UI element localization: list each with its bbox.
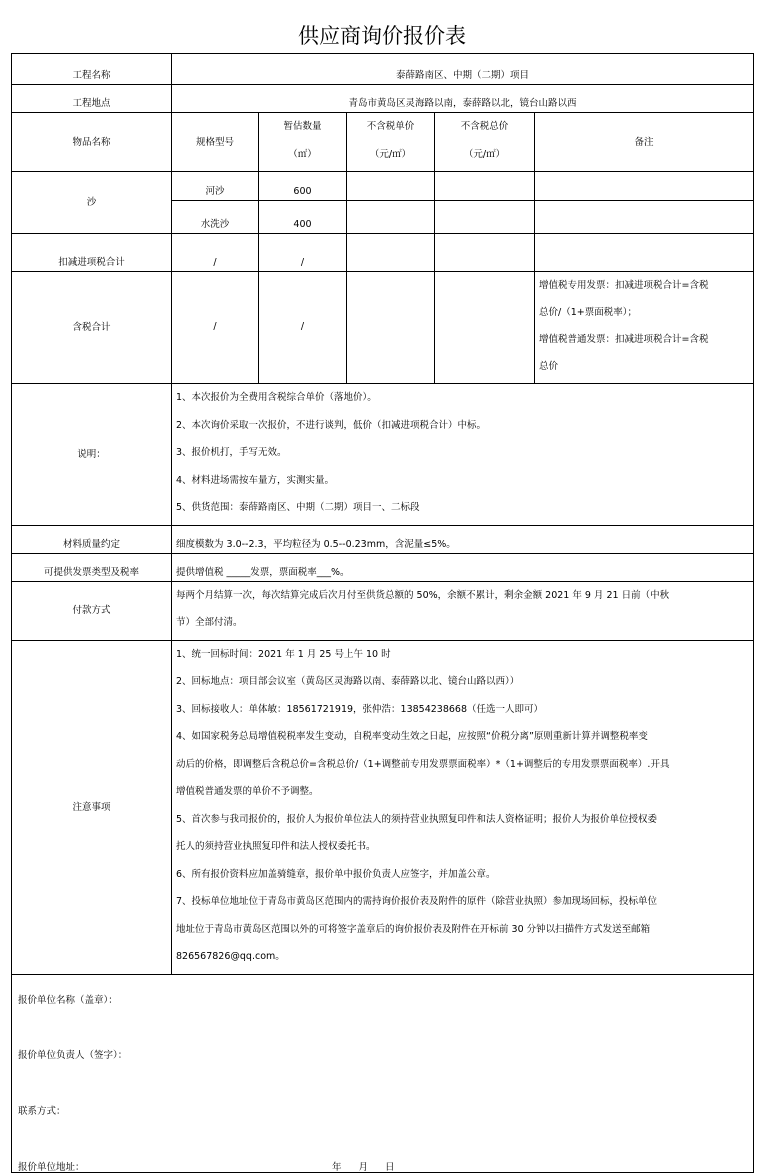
page-title: 供应商询价报价表 bbox=[298, 24, 466, 48]
quality-value: 细度模数为 3.0--2.3，平均粒径为 0.5--0.23mm，含泥量≤5%。 bbox=[172, 525, 754, 553]
payment-label: 付款方式 bbox=[12, 581, 172, 640]
project-name-label: 工程名称 bbox=[12, 54, 172, 85]
notes-content: 1、本次报价为全费用含税综合单价（落地价）。 2、本次询价采取一次报价，不进行谈判，低价（扣减进项税合计）中标。 3、报价机打，手写无效。 4、材料进场需按车量方，实测实量。 5、供货范围：泰薛路南区、中期（二期）项目一、二标段 bbox=[172, 384, 754, 526]
signoff-section bbox=[12, 974, 754, 1172]
tax-total-spec: / bbox=[172, 272, 259, 384]
company-name-field[interactable]: 报价单位名称（盖章）： bbox=[18, 994, 118, 1006]
project-site-label: 工程地点 bbox=[12, 85, 172, 113]
remark-cell[interactable] bbox=[535, 201, 754, 234]
person-signature-field[interactable]: 报价单位负责人（签字）： bbox=[18, 1049, 128, 1061]
date-field[interactable]: 年 月 日 bbox=[332, 1161, 395, 1172]
contact-field[interactable]: 联系方式： bbox=[18, 1105, 66, 1117]
project-site-value: 青岛市黄岛区灵海路以南，泰薛路以北，镜台山路以西 bbox=[172, 85, 754, 113]
deduct-qty: / bbox=[259, 234, 347, 272]
tax-total-unit-price[interactable] bbox=[347, 272, 435, 384]
item-name: 沙 bbox=[12, 172, 172, 234]
total-cell[interactable] bbox=[435, 201, 535, 234]
tax-total-total[interactable] bbox=[435, 272, 535, 384]
unit-price-cell[interactable] bbox=[347, 172, 435, 201]
header-total: 不含税总价 （元/㎡） bbox=[435, 113, 535, 172]
attention-content: 1、统一回标时间：2021 年 1 月 25 号上午 10 时 2、回标地点：项目部会议室（黄岛区灵海路以南、泰薛路以北、镜台山路以西）） 3、回标接收人：单体敏：18561721919，张仲浩：13854238668（任选一人即可） 4、如国家税务总局增值税税率发生变动，自税率变动生效之日起，应按照“价税分离”原则重新计算并调整税率变 动后的价格，即调整后含税总价=含税总价/（1+调整前专用发票票面税率）*（1+调整后的专用发票票面税率）.开具 增值税普通发票的单价不予调整。 5、首次参与我司报价的，报价人为报价单位法人的须持营业执照复印件和法人资格证明；报价人为报价单位授权委 托人的须持营业执照复印件和法人授权委托书。 6、所有报价资料应加盖骑缝章，报价单中报价负责人应签字，并加盖公章。 7、投标单位地址位于青岛市黄岛区范围内的需持询价报价表及附件的原件（除营业执照）参加现场回标，投标单位 地址位于青岛市黄岛区范围以外的可将签字盖章后的询价报价表及附件在开标前 30 分钟以扫描件方式发送至邮箱 826567826@qq.com。 bbox=[172, 640, 754, 974]
remark-cell[interactable] bbox=[535, 172, 754, 201]
tax-total-label: 含税合计 bbox=[12, 272, 172, 384]
spec-cell: 水洗沙 bbox=[172, 201, 259, 234]
quality-label: 材料质量约定 bbox=[12, 525, 172, 553]
deduct-unit-price[interactable] bbox=[347, 234, 435, 272]
quote-table bbox=[11, 53, 754, 1173]
table-row bbox=[12, 172, 754, 201]
deduct-spec: / bbox=[172, 234, 259, 272]
header-remark: 备注 bbox=[535, 113, 754, 172]
tax-total-remark: 增值税专用发票：扣减进项税合计=含税 总价/（1+票面税率）； 增值税普通发票：扣减进项税合计=含税 总价 bbox=[535, 272, 754, 384]
payment-value: 每两个月结算一次，每次结算完成后次月付至供货总额的 50%，余额不累计，剩余金额 2021 年 9 月 21 日前（中秋 节）全部付清。 bbox=[172, 581, 754, 640]
address-field[interactable]: 报价单位地址： bbox=[18, 1161, 85, 1172]
total-cell[interactable] bbox=[435, 172, 535, 201]
qty-cell: 400 bbox=[259, 201, 347, 234]
header-qty: 暂估数量 （㎡） bbox=[259, 113, 347, 172]
invoice-value[interactable]: 提供增值税 _____发票，票面税率___%。 bbox=[172, 553, 754, 581]
spec-cell: 河沙 bbox=[172, 172, 259, 201]
deduct-remark[interactable] bbox=[535, 234, 754, 272]
header-unit-price: 不含税单价 （元/㎡） bbox=[347, 113, 435, 172]
attention-label: 注意事项 bbox=[12, 640, 172, 974]
unit-price-cell[interactable] bbox=[347, 201, 435, 234]
project-name-value: 泰薛路南区、中期（二期）项目 bbox=[172, 54, 754, 85]
deduct-total[interactable] bbox=[435, 234, 535, 272]
qty-cell: 600 bbox=[259, 172, 347, 201]
notes-label: 说明： bbox=[12, 384, 172, 526]
tax-total-qty: / bbox=[259, 272, 347, 384]
header-spec: 规格型号 bbox=[172, 113, 259, 172]
header-item: 物品名称 bbox=[12, 113, 172, 172]
deduct-label: 扣减进项税合计 bbox=[12, 234, 172, 272]
invoice-label: 可提供发票类型及税率 bbox=[12, 553, 172, 581]
